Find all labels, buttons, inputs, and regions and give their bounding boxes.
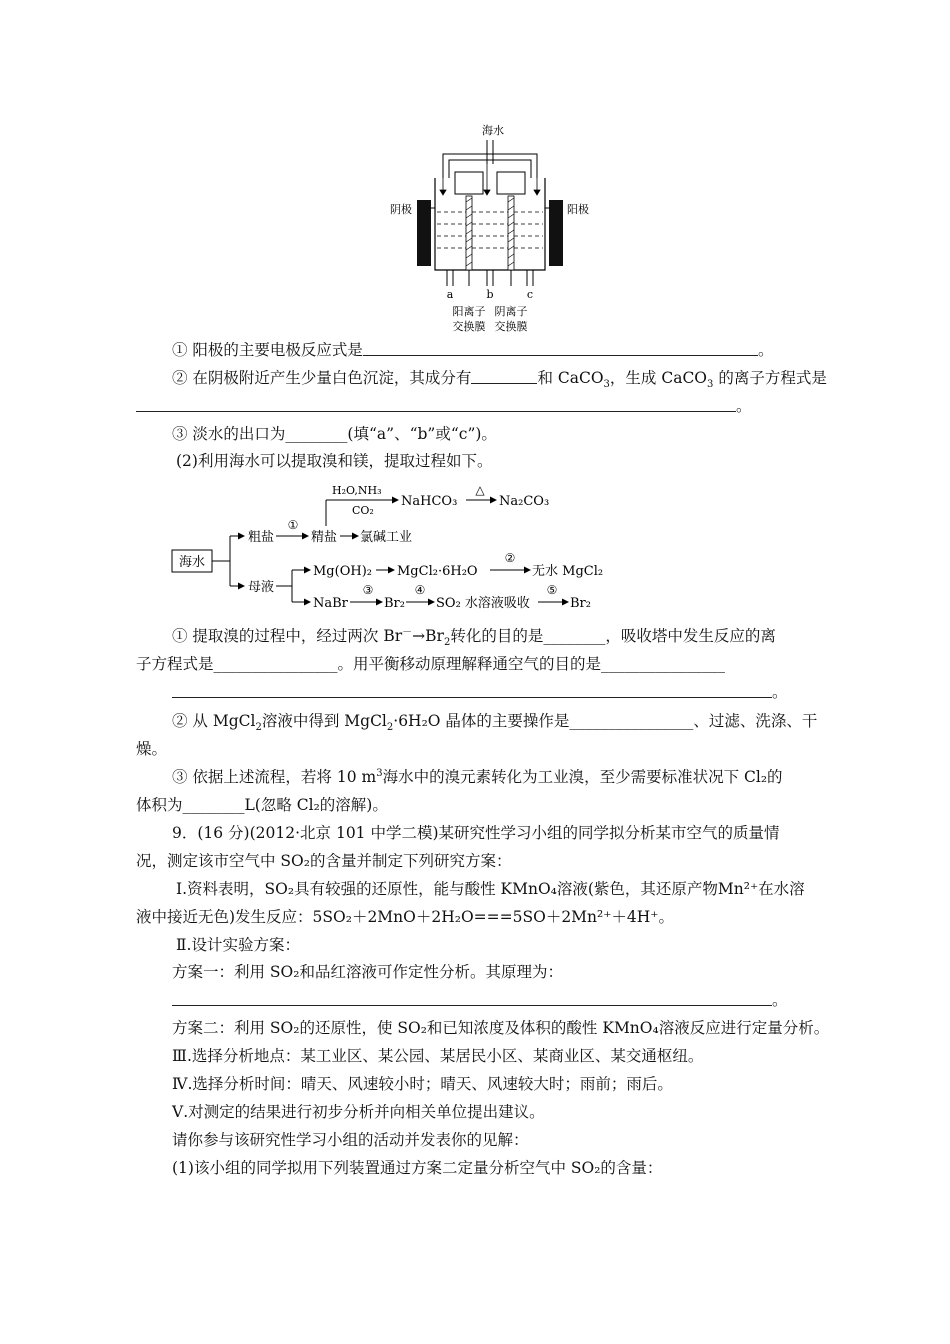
q9-sub-question-1: (1)该小组的同学拟用下列装置通过方案二定量分析空气中 SO₂的含量： — [172, 1159, 663, 1177]
anion-membrane — [508, 196, 514, 270]
period: 。 — [772, 991, 788, 1009]
superscript: 3 — [376, 767, 383, 779]
q9-line-10 — [172, 1073, 673, 1095]
q9-line-11 — [172, 1101, 545, 1123]
flow-na2co3: Na₂CO₃ — [499, 494, 550, 509]
flow-reagent-co2: CO₂ — [352, 504, 374, 517]
subscript: 2 — [386, 722, 394, 734]
answer-blank[interactable] — [363, 341, 758, 356]
flow-mgoh2: Mg(OH)₂ — [313, 564, 372, 579]
answer-blank[interactable] — [172, 683, 772, 698]
period: 。 — [757, 341, 774, 359]
anode-label: 阳极 — [567, 203, 589, 216]
q2-drying: 燥。 — [136, 740, 168, 758]
q1-line-anode — [172, 339, 773, 361]
period: 。 — [736, 397, 752, 415]
q9-line-6 — [172, 961, 563, 983]
q9-item-4: Ⅳ.选择分析时间：晴天、风速较小时；晴天、风速较大时；雨前；雨后。 — [172, 1075, 673, 1093]
flow-mgcl2-hydrate: MgCl₂·6H₂O — [397, 564, 478, 579]
q9-line-5 — [176, 934, 300, 956]
q9-intro: 况，测定该市空气中 SO₂的含量并制定下列研究方案： — [136, 852, 512, 870]
q9-line-3 — [176, 878, 805, 900]
q9-line-4 — [136, 906, 674, 928]
subscript: 2 — [255, 722, 262, 734]
flow-chlor-alkali: 氯碱工业 — [360, 530, 413, 545]
subscript: 2 — [443, 637, 451, 649]
q2-mgcl2-operation: ·6H₂O 晶体的主要操作是________________、过滤、洗涤、干 — [393, 712, 818, 730]
q1-caco3-text: 和 CaCO — [537, 369, 604, 387]
flow-nahco3: NaHCO₃ — [401, 494, 458, 509]
outlet-b-label: b — [486, 288, 494, 301]
q9-item-1: Ⅰ.资料表明，SO₂具有较强的还原性，能与酸性 KMnO₄溶液(紫色，其还原产物Mn²⁺在水溶 — [176, 880, 805, 898]
anion-membrane-label-2: 交换膜 — [494, 320, 528, 333]
flow-step-5: ⑤ — [546, 583, 558, 597]
cathode-label: 阴极 — [390, 203, 412, 216]
q9-line-7 — [172, 989, 788, 1011]
flow-br2-final: Br₂ — [570, 596, 591, 611]
q1-anode-prompt: ① 阳极的主要电极反应式是 — [172, 341, 363, 359]
extraction-flowchart — [168, 478, 604, 618]
flow-step-3: ③ — [362, 583, 374, 597]
flow-mother-liquor: 母液 — [248, 580, 275, 595]
q9-plan-1: 方案一：利用 SO₂和品红溶液可作定性分析。其原理为： — [172, 963, 563, 981]
q2-mgcl2-mid: 溶液中得到 MgCl — [261, 712, 387, 730]
cation-membrane-label-1: 阳离子 — [452, 305, 486, 318]
outlet-a-label: a — [446, 288, 454, 301]
q2-volume-answer: 体积为________L(忽略 Cl₂的溶解)。 — [136, 796, 388, 814]
q2-line-c2 — [136, 794, 388, 816]
q9-line-12 — [172, 1129, 529, 1151]
q2-bromine-prompt: ① 提取溴的过程中，经过两次 Br — [172, 627, 403, 645]
q1-line-outlet — [172, 423, 497, 445]
answer-blank[interactable] — [172, 991, 772, 1006]
flow-nabr: NaBr — [313, 596, 348, 611]
anion-membrane-label-1: 阴离子 — [494, 305, 528, 318]
q1-outlet-question: ③ 淡水的出口为________(填“a”、“b”或“c”)。 — [172, 425, 497, 443]
q2-line-c1 — [172, 766, 783, 788]
cation-membrane — [466, 196, 472, 270]
flow-refined-salt: 精盐 — [311, 530, 338, 545]
q9-line-9 — [172, 1045, 703, 1067]
electrodialysis-diagram — [390, 120, 625, 335]
q9-item-5: Ⅴ.对测定的结果进行初步分析并向相关单位提出建议。 — [172, 1103, 545, 1121]
q2-intro-text: (2)利用海水可以提取溴和镁，提取过程如下。 — [176, 452, 493, 470]
q9-item-3: Ⅲ.选择分析地点：某工业区、某公园、某居民小区、某商业区、某交通枢纽。 — [172, 1047, 704, 1065]
flow-step-1: ① — [287, 518, 299, 532]
q2-mgcl2-prompt: ② 从 MgCl — [172, 712, 256, 730]
answer-blank[interactable] — [136, 397, 736, 412]
answer-blank[interactable] — [471, 369, 537, 384]
q2-volume-text: 海水中的溴元素转化为工业溴，至少需要标准状况下 Cl₂的 — [382, 768, 783, 786]
q9-plan-2: 方案二：利用 SO₂的还原性，使 SO₂和已知浓度及体积的酸性 KMnO₄溶液反应进行定量分析。 — [172, 1019, 830, 1037]
flow-br2: Br₂ — [384, 596, 405, 611]
period: 。 — [772, 683, 788, 701]
q2-line-b2 — [136, 738, 167, 760]
q2-line-b1 — [172, 710, 817, 732]
superscript: － — [402, 626, 413, 638]
flow-crude-salt: 粗盐 — [248, 530, 275, 545]
q1-line-cathode — [172, 367, 827, 389]
q2-intro — [176, 450, 492, 472]
q9-item-2: Ⅱ.设计实验方案： — [176, 936, 300, 954]
q9-reaction-equation: 液中接近无色)发生反应：5SO₂＋2MnO＋2H₂O===5SO＋2Mn²⁺＋4H⁺。 — [136, 908, 674, 926]
flow-step-2: ② — [504, 551, 516, 565]
subscript: 3 — [603, 379, 610, 391]
flow-heat: △ — [475, 483, 485, 497]
flow-so2-absorb: SO₂ 水溶液吸收 — [436, 596, 530, 611]
flow-seawater: 海水 — [178, 555, 206, 570]
anode-electrode — [549, 200, 563, 266]
q2-volume-prompt: ③ 依据上述流程，若将 10 m — [172, 768, 377, 786]
q1-equation-prompt: 的离子方程式是 — [713, 369, 827, 387]
q2-line-a2 — [136, 653, 725, 675]
flow-step-4: ④ — [414, 583, 426, 597]
q2-arrow-text: →Br — [412, 627, 444, 645]
cathode-electrode — [417, 200, 431, 266]
cation-membrane-label-2: 交换膜 — [452, 320, 486, 333]
outlet-c-label: c — [526, 288, 534, 301]
q2-line-a3 — [172, 681, 788, 703]
q1-cathode-prompt: ② 在阴极附近产生少量白色沉淀，其成分有 — [172, 369, 472, 387]
q9-invitation: 请你参与该研究性学习小组的活动并发表你的见解： — [172, 1131, 529, 1149]
q1-line-equation-blank — [136, 395, 752, 417]
seawater-label: 海水 — [482, 124, 504, 137]
q9-line-1 — [172, 822, 780, 844]
q1-caco3-text-2: ，生成 CaCO — [609, 369, 708, 387]
flow-reagents-top: H₂O,NH₃ — [332, 484, 382, 497]
subscript: 3 — [707, 379, 714, 391]
q2-bromine-purpose: 转化的目的是________，吸收塔中发生反应的离 — [450, 627, 776, 645]
q2-line-a1 — [172, 625, 776, 647]
q9-line-13 — [172, 1157, 662, 1179]
q9-title: 9．(16 分)(2012·北京 101 中学二模)某研究性学习小组的同学拟分析某市空气的质量情 — [172, 824, 780, 842]
q9-line-2 — [136, 850, 511, 872]
flow-anhydrous-mgcl2: 无水 MgCl₂ — [532, 564, 604, 579]
q2-ionic-equation-prompt: 子方程式是________________。用平衡移动原理解释通空气的目的是________________ — [136, 655, 726, 673]
q9-line-8 — [172, 1017, 829, 1039]
